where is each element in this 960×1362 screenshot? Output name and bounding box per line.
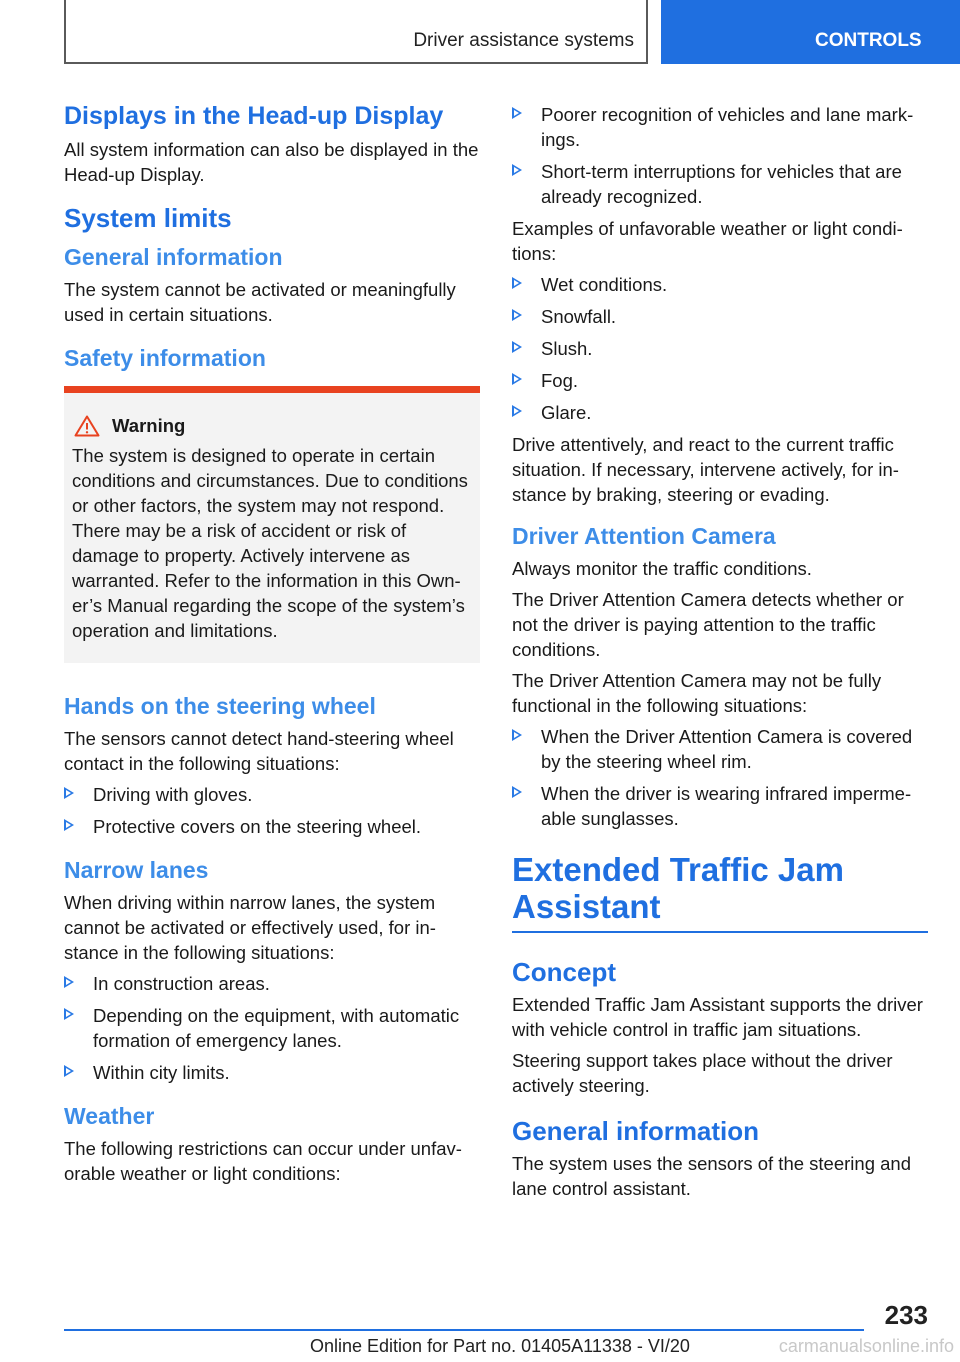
paragraph-camera-1: Always monitor the traffic conditions.	[512, 558, 812, 579]
paragraph-weather: The following restrictions can occur under unfavorable weather or light conditions:	[64, 1138, 462, 1184]
heading-weather: Weather	[64, 1103, 155, 1129]
warning-title: Warning	[112, 415, 186, 436]
bullet-triangle-icon	[64, 1008, 74, 1020]
header-section-title: Driver assistance systems	[413, 30, 634, 51]
list-item: In construction areas.	[64, 971, 480, 996]
list-camera	[512, 724, 928, 831]
left-column	[64, 102, 480, 1192]
bullet-triangle-icon	[64, 819, 74, 831]
list-item: Snowfall.	[512, 304, 928, 329]
paragraph-narrow: When driving within narrow lanes, the system cannot be activated or effectively used, for instance in the following situations:	[64, 892, 436, 963]
bullet-triangle-icon	[512, 107, 522, 119]
paragraph-examples: Examples of unfavorable weather or light conditions:	[512, 218, 903, 264]
list-item: Within city limits.	[64, 1060, 480, 1085]
paragraph-general: The system cannot be activated or meaningfully used in certain situations.	[64, 279, 456, 325]
footer-edition: Online Edition for Part no. 01405A11338 - VI/20	[310, 1336, 690, 1356]
bullet-triangle-icon	[512, 405, 522, 417]
warning-triangle-icon	[74, 415, 100, 437]
bullet-triangle-icon	[64, 787, 74, 799]
list-item: Depending on the equipment, with automatic formation of emergency lanes.	[64, 1003, 480, 1053]
list-item: When the Driver Attention Camera is covered by the steering wheel rim.	[512, 724, 928, 774]
paragraph-drive-attentively: Drive attentively, and react to the current traffic situation. If necessary, intervene actively, for instance by braking, steering or evading.	[512, 434, 899, 505]
footer-divider	[64, 1329, 864, 1331]
footer-watermark: carmanualsonline.info	[778, 1336, 954, 1356]
paragraph-concept-2: Steering support takes place without the driver actively steering.	[512, 1050, 893, 1096]
list-item: Fog.	[512, 368, 928, 393]
paragraph-hands: The sensors cannot detect hand-steering wheel contact in the following situations:	[64, 728, 454, 774]
heading-system-limits: System limits	[64, 203, 232, 233]
warning-heading	[72, 415, 472, 437]
heading-extended-traffic-jam-assistant: Extended Traffic Jam Assistant	[512, 851, 844, 925]
bullet-triangle-icon	[64, 976, 74, 988]
warning-box	[64, 386, 480, 663]
header-chapter-tab	[661, 0, 960, 64]
list-hands	[64, 782, 480, 839]
heading-displays-hud: Displays in the Head-up Display	[64, 102, 444, 130]
list-item: When the driver is wearing infrared impermeable sunglasses.	[512, 781, 928, 831]
bullet-triangle-icon	[512, 373, 522, 385]
section-divider	[512, 931, 928, 933]
heading-hands-on-wheel: Hands on the steering wheel	[64, 693, 376, 719]
list-examples	[512, 272, 928, 425]
paragraph-displays: All system information can also be displayed in the Head-up Display.	[64, 139, 479, 185]
list-weather	[512, 102, 928, 209]
bullet-triangle-icon	[512, 164, 522, 176]
right-column	[512, 102, 928, 1207]
list-narrow	[64, 971, 480, 1085]
heading-driver-attention-camera: Driver Attention Camera	[512, 523, 776, 549]
heading-general-information-2: General information	[512, 1116, 760, 1146]
heading-safety-information: Safety information	[64, 345, 266, 371]
header-chapter-label: CONTROLS	[815, 30, 922, 51]
paragraph-camera-2: The Driver Attention Camera detects whether or not the driver is paying attention to the traffic conditions.	[512, 589, 904, 660]
heading-narrow-lanes: Narrow lanes	[64, 857, 209, 883]
list-item: Glare.	[512, 400, 928, 425]
list-item: Poorer recognition of vehicles and lane markings.	[512, 102, 928, 152]
bullet-triangle-icon	[512, 729, 522, 741]
header-section-box	[64, 0, 648, 64]
bullet-triangle-icon	[512, 277, 522, 289]
list-item: Short-term interruptions for vehicles that are already recognized.	[512, 159, 928, 209]
paragraph-general-2: The system uses the sensors of the steering and lane control assistant.	[512, 1153, 911, 1199]
paragraph-concept-1: Extended Traffic Jam Assistant supports the driver with vehicle control in traffic jam situations.	[512, 994, 923, 1040]
list-item: Driving with gloves.	[64, 782, 480, 807]
list-item: Slush.	[512, 336, 928, 361]
page-number: 233	[884, 1300, 928, 1330]
heading-general-information: General information	[64, 244, 283, 270]
heading-concept: Concept	[512, 957, 616, 987]
list-item: Protective covers on the steering wheel.	[64, 814, 480, 839]
warning-text: The system is designed to operate in certain conditions and circumstances. Due to conditions or other factors, the system may not respond. There may be a risk of accident or risk of damage to property. Actively intervene as warranted. Refer to the information in this Owner’s Manual regarding the scope of the system’s operation and limitations.	[72, 445, 468, 641]
paragraph-camera-3: The Driver Attention Camera may not be fully functional in the following situations:	[512, 670, 882, 716]
bullet-triangle-icon	[512, 309, 522, 321]
bullet-triangle-icon	[64, 1065, 74, 1077]
bullet-triangle-icon	[512, 341, 522, 353]
bullet-triangle-icon	[512, 786, 522, 798]
list-item: Wet conditions.	[512, 272, 928, 297]
